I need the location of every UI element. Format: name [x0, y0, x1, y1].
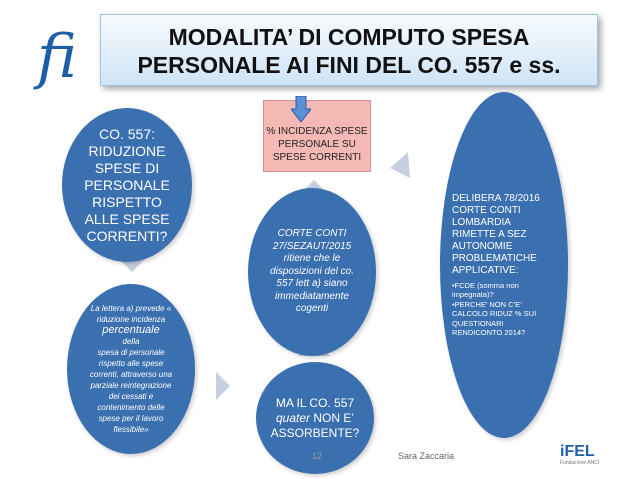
ifel-logo — [560, 444, 616, 470]
slide-number: 12 — [312, 451, 323, 461]
ellipse-co557 — [62, 108, 192, 262]
ellipse-lettera — [67, 284, 195, 454]
title-line-1: MODALITA’ DI COMPUTO SPESA — [168, 24, 530, 50]
quater-part4: ASSORBENTE? — [270, 425, 360, 440]
arrow-right-top — [390, 152, 410, 178]
lettera-text-before: La lettera a) prevede « riduzione incidenza — [90, 304, 172, 324]
arrow-right-bottom — [216, 372, 230, 400]
delibera-head: DELIBERA 78/2016 CORTE CONTI LOMBARDIA RIMETTE A SEZ AUTONOMIE PROBLEMATICHE APPLICATIVE: — [452, 192, 540, 276]
ellipse-delibera — [440, 92, 568, 438]
ifel-name: iFEL — [560, 443, 595, 460]
down-arrow-icon — [291, 96, 311, 122]
delibera-bullets: •FCDE (somma non impegnata)? •PERCHE’ NON C’E’ CALCOLO RIDUZ % SUI QUESTIONARI RENDICONTO 2014? — [452, 280, 537, 337]
lettera-text-big: percentuale — [102, 324, 160, 336]
footer-author: Sara Zaccaria — [398, 451, 455, 461]
title-line-2: PERSONALE AI FINI DEL CO. 557 e ss. — [137, 52, 561, 78]
ifel-sub: Fondazione ANCI — [560, 460, 600, 466]
quater-part3: NON E’ — [313, 410, 355, 425]
quater-part2: quater — [275, 410, 310, 425]
co557-text: CO. 557: RIDUZIONE SPESE DI PERSONALE RISPETTO ALLE SPESE CORRENTI? — [84, 125, 170, 244]
lettera-text-after: della spesa di personale rispetto alle spese correnti, attraverso una parziale reintegrazione dei cessati e contenimento delle spese per il lavoro flessibile» — [89, 337, 173, 434]
quater-line-1 — [276, 396, 354, 411]
quater-line-2 — [276, 411, 354, 426]
corte-conti-text: CORTE CONTI 27/SEZAUT/2015 ritiene che le disposizioni del co. 557 lett a) siano immediatamente cogenti — [270, 228, 354, 315]
quater-part1: MA IL CO. 557 — [275, 395, 355, 410]
fi-logo: ﬁ — [36, 22, 78, 92]
box-incidenza — [263, 100, 371, 172]
ellipse-corte-conti — [248, 188, 376, 356]
incidenza-text: % INCIDENZA SPESE PERSONALE SU SPESE CORRENTI — [266, 126, 368, 163]
